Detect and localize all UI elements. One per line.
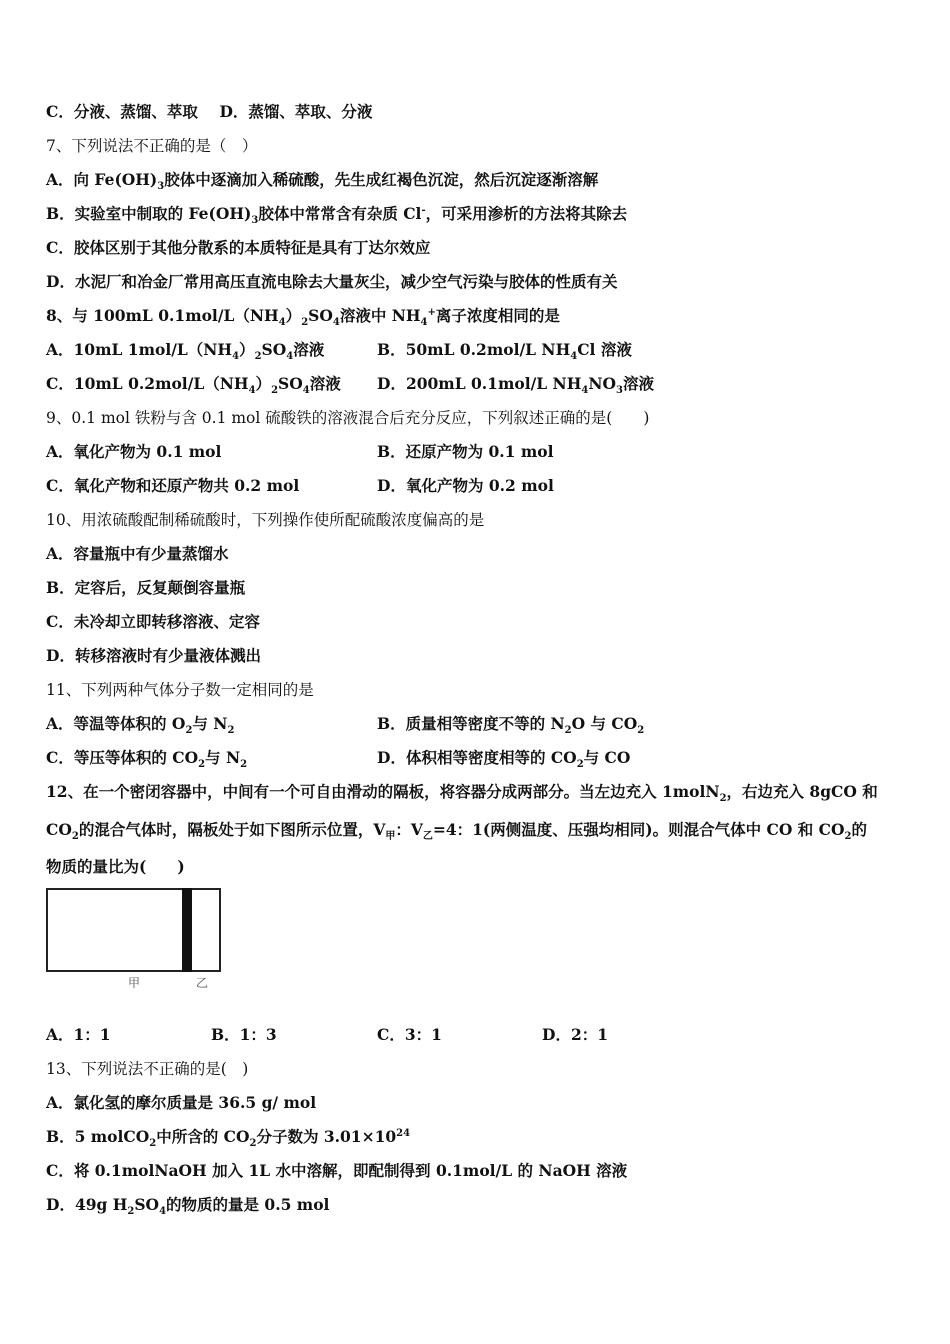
q8-stem: 8、与 100mL $0.1mol/L(NH_4)_2SO_4$溶液中 $NH_4^+$离子浓度相同的是	[46, 306, 560, 329]
q13-option-b: B．5 molCO$_2$中所含的 $CO_2$分子数为 $3.01\times 10^{24}$	[46, 1127, 411, 1150]
q9-stem: 9、0.1 mol 铁粉与含 0.1 mol 硫酸铁的溶液混合后充分反应，下列叙述正确的是( )	[46, 409, 650, 427]
q10-stem: 10、用浓硫酸配制稀硫酸时，下列操作使所配硫酸浓度偏高的是	[46, 511, 485, 529]
q12-stem-line2: $CO_2$的混合气体时，隔板处于如下图所示位置，$V_甲$：$V_乙=4$：1(两侧温度、压强均相同)。则混合气体中 CO 和 $CO_2$的	[46, 820, 867, 843]
q8-options-cd	[46, 374, 654, 397]
q13-option-d: D．49g $H_2SO_4$的物质的量是 0.5 mol	[46, 1195, 330, 1218]
q12-stem-line1: 12、在一个密闭容器中，中间有一个可自由滑动的隔板，将容器分成两部分。当左边充入 1molN$_2$，右边充入 8gCO 和	[46, 782, 878, 805]
q13-stem: 13、下列说法不正确的是( )	[46, 1060, 249, 1078]
container-box	[46, 888, 221, 972]
q12-option-c: C．3：1	[377, 1025, 442, 1044]
q6-option-d: D．蒸馏、萃取、分液	[219, 102, 373, 121]
q9-option-b: B．还原产物为 0.1 mol	[377, 442, 554, 461]
q9-options-cd	[46, 476, 554, 496]
q11-options-cd	[46, 748, 631, 771]
q7-option-d: D．水泥厂和冶金厂常用高压直流电除去大量灰尘，减少空气污染与胶体的性质有关	[46, 272, 618, 291]
label-yi: 乙	[196, 976, 209, 990]
q8-option-d: D．200mL 0.1mol/L $NH_4NO_3$溶液	[377, 374, 654, 397]
q11-option-c: C．等压等体积的 $CO_2$与 $N_2$	[46, 748, 248, 771]
q11-options-ab	[46, 714, 645, 737]
q11-option-a: A．等温等体积的 $O_2$与 $N_2$	[46, 714, 235, 737]
q12-option-d: D．2：1	[542, 1025, 609, 1044]
sliding-partition	[182, 888, 192, 972]
q6-option-c: C．分液、蒸馏、萃取	[46, 102, 198, 121]
q13-option-c: C．将 0.1molNaOH 加入 1L 水中溶解，即配制得到 0.1mol/L 的 NaOH 溶液	[46, 1161, 628, 1180]
q13-option-a: A．氯化氢的摩尔质量是 36.5 g/ mol	[46, 1093, 317, 1112]
q11-stem: 11、下列两种气体分子数一定相同的是	[46, 681, 314, 699]
q10-option-c: C．未冷却立即转移溶液、定容	[46, 612, 260, 631]
q6-options-cd	[46, 102, 372, 122]
q7-option-a: A．向 $Fe(OH)_3$胶体中逐滴加入稀硫酸，先生成红褐色沉淀，然后沉淀逐渐溶解	[46, 170, 599, 193]
q11-option-b: B．质量相等密度不等的 $N_2O$ 与 $CO_2$	[377, 714, 645, 737]
container-diagram	[46, 888, 224, 990]
q7-option-c: C．胶体区别于其他分散系的本质特征是具有丁达尔效应	[46, 238, 431, 257]
label-jia: 甲	[128, 976, 141, 990]
q8-option-c: C．10mL $0.2mol/L(NH_4)_2SO_4$溶液	[46, 374, 341, 397]
q8-option-a: A．10mL $1mol/L(NH_4)_2SO_4$溶液	[46, 340, 325, 363]
q7-option-b: B．实验室中制取的 $Fe(OH)_3$胶体中常常含有杂质 Cl-，可采用渗析的方法将其除去	[46, 204, 628, 227]
q12-option-b: B．1：3	[211, 1025, 277, 1044]
q8-option-b: B．50mL 0.2mol/L $NH_4Cl$ 溶液	[377, 340, 632, 363]
q10-option-a: A．容量瓶中有少量蒸馏水	[46, 544, 229, 563]
q9-options-ab	[46, 442, 554, 462]
q12-options	[46, 1025, 609, 1045]
q12-stem-line3: 物质的量比为( )	[46, 857, 185, 876]
q9-option-d: D．氧化产物为 0.2 mol	[377, 476, 554, 495]
q9-option-c: C．氧化产物和还原产物共 0.2 mol	[46, 476, 300, 495]
q11-option-d: D．体积相等密度相等的 $CO_2$与 CO	[377, 748, 631, 771]
q9-option-a: A．氧化产物为 0.1 mol	[46, 442, 222, 461]
q10-option-d: D．转移溶液时有少量液体溅出	[46, 646, 261, 665]
q10-option-b: B．定容后，反复颠倒容量瓶	[46, 578, 246, 597]
q8-options-ab	[46, 340, 632, 363]
q12-option-a: A．1：1	[46, 1025, 111, 1044]
q7-stem: 7、下列说法不正确的是（ ）	[46, 137, 258, 155]
